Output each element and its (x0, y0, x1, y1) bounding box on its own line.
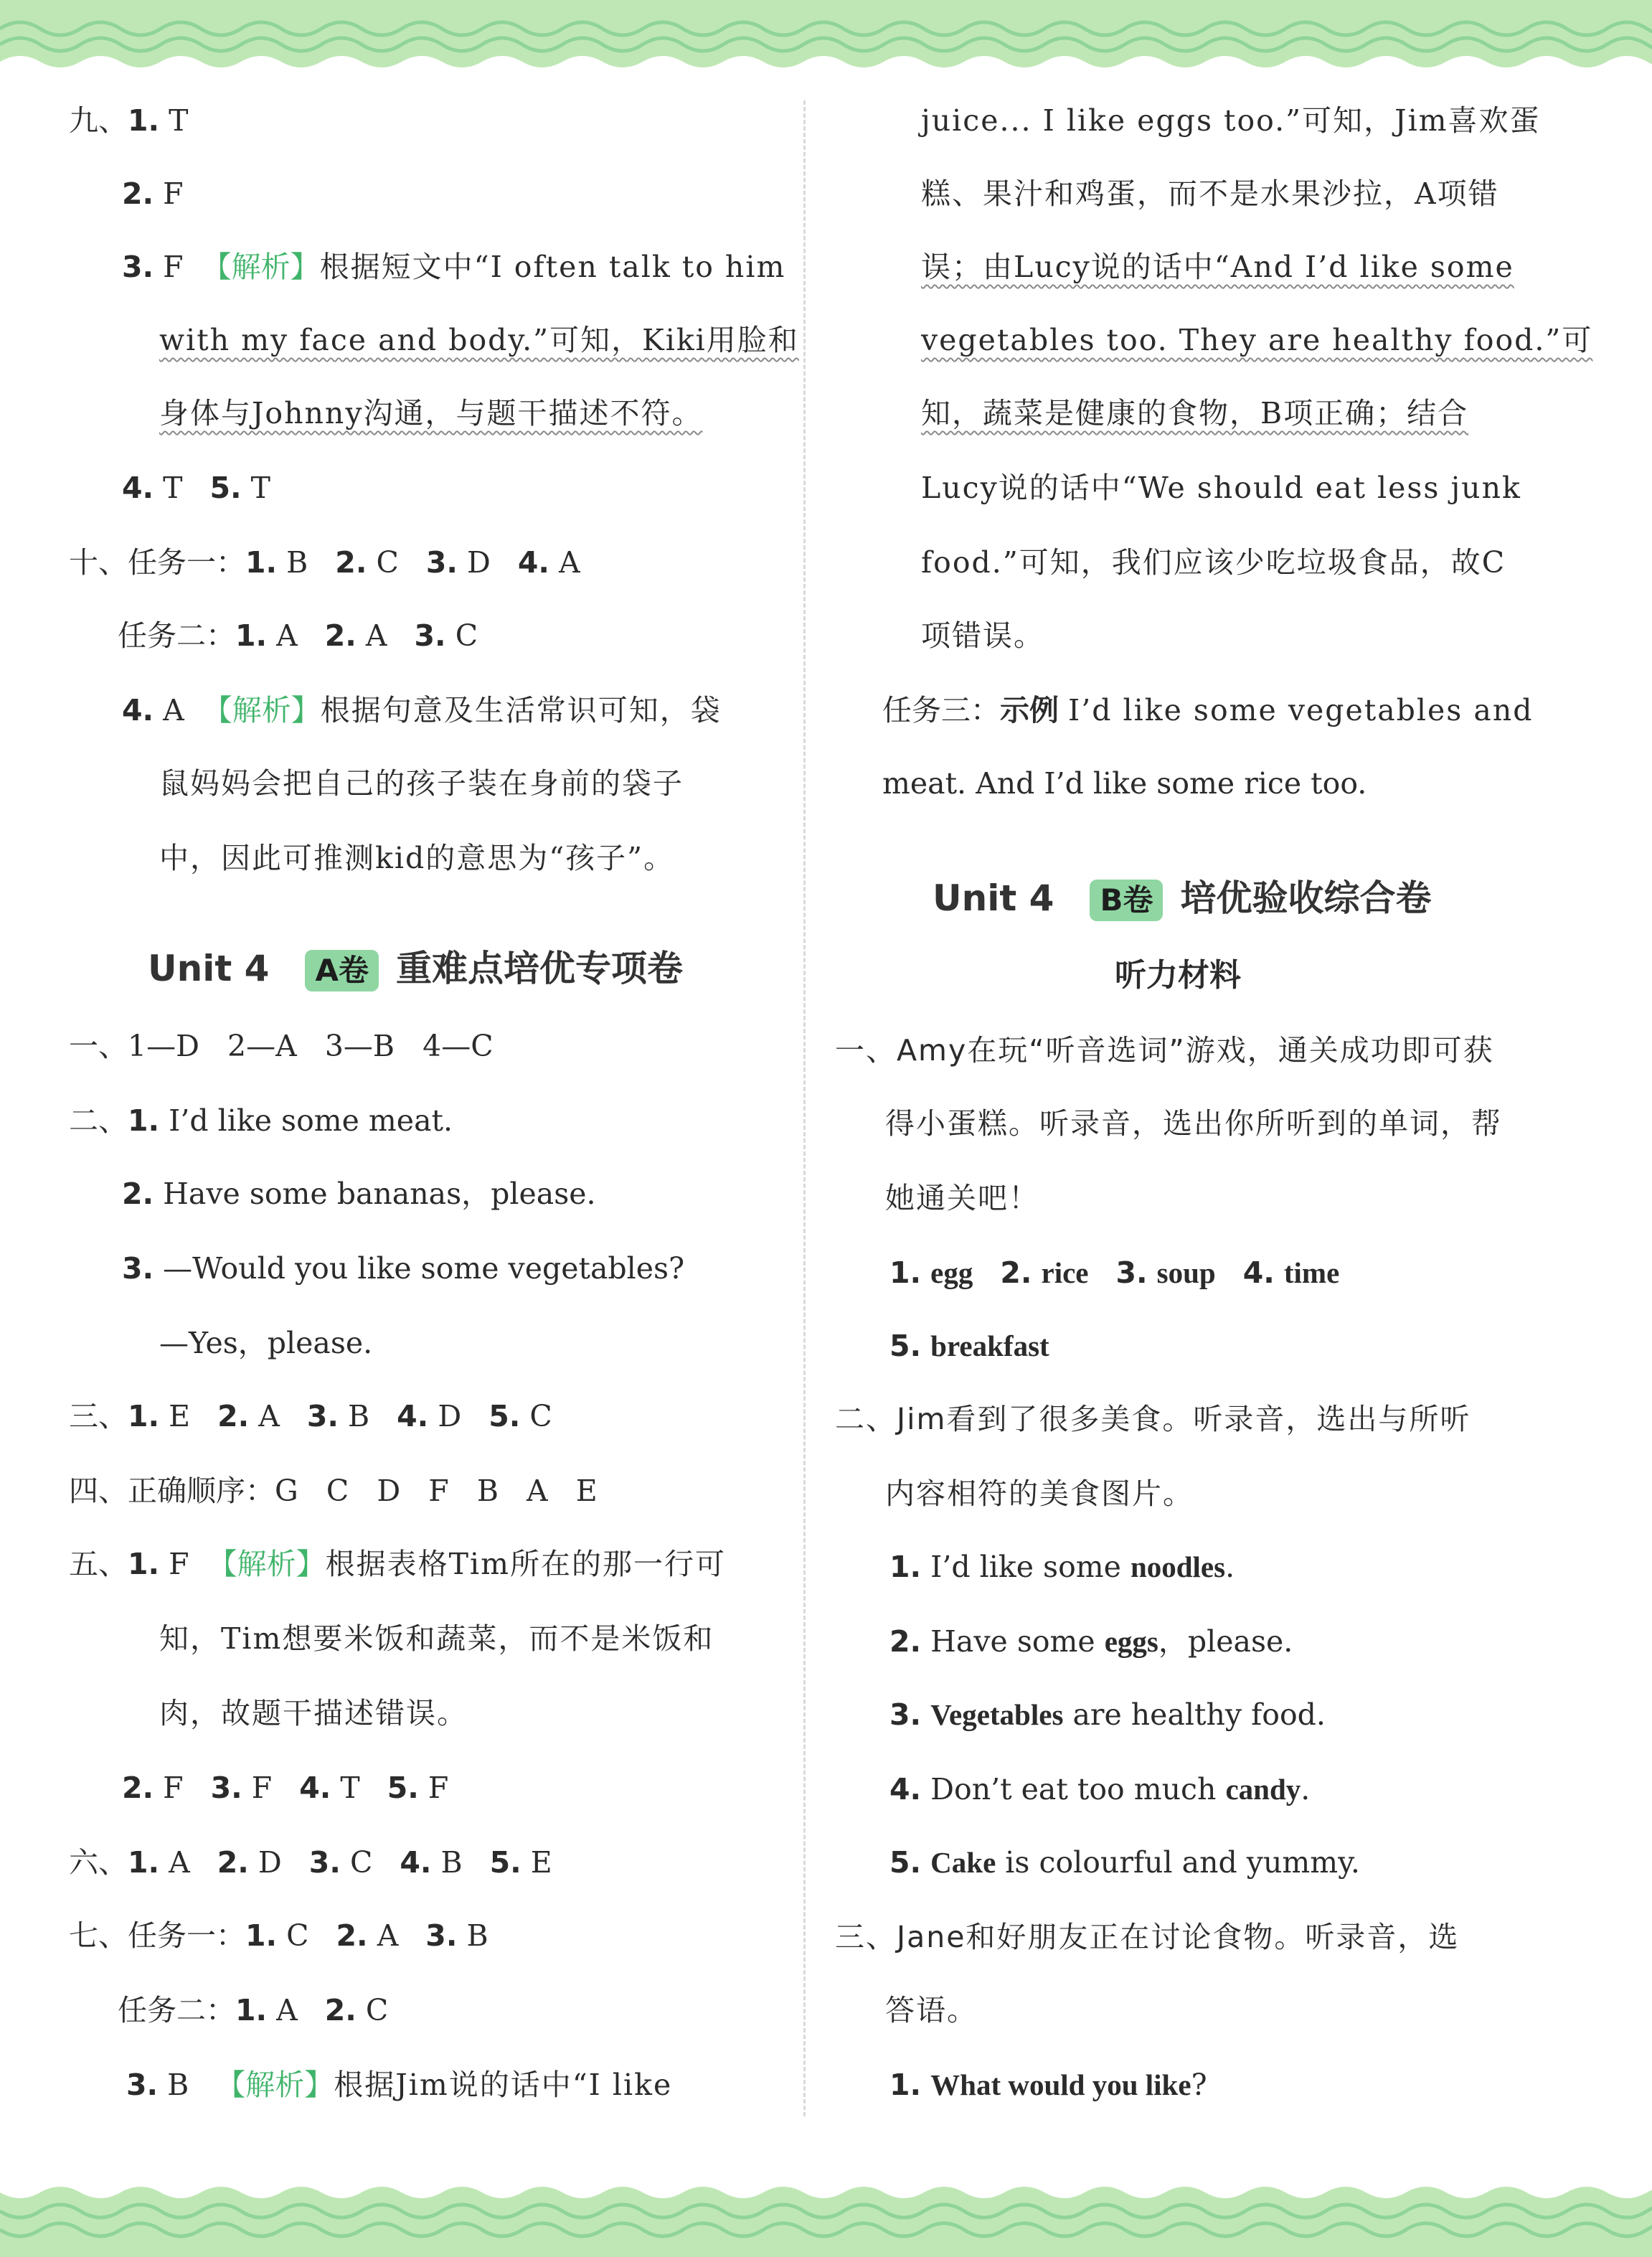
analysis-tag: 【解析】 (202, 250, 320, 284)
s1-answers: 一、1—D 2—A 3—B 4—C (69, 1029, 494, 1063)
q10-explain-line: 鼠妈妈会把自己的孩子装在身前的袋子 (159, 766, 684, 801)
s6-answers: 六、1. A 2. D 3. C 4. B 5. E (69, 1845, 552, 1880)
continued-explain-line: 误；由Lucy说的话中“And I’d like some (921, 250, 1514, 284)
s7-task1: 七、任务一：1. C 2. A 3. B (69, 1918, 488, 1953)
unit-b-heading: Unit 4 B卷 培优验收综合卷 (933, 875, 1431, 921)
analysis-tag: 【解析】 (207, 1547, 326, 1581)
top-wave-pattern (0, 0, 1652, 79)
p1-words: 1. egg 2. rice 3. soup 4. time (889, 1255, 1340, 1290)
bottom-decorative-band (0, 2174, 1652, 2257)
q9-explain-line: with my face and body.”可知，Kiki用脸和 (159, 323, 799, 357)
q10-explain-line: 中，因此可推测kid的意思为“孩子”。 (159, 841, 675, 875)
analysis-tag: 【解析】 (216, 2068, 334, 2102)
s5-explain-line: 知，Tim想要米饭和蔬菜，而不是米饭和 (159, 1621, 714, 1656)
continued-explain-line: 知，蔬菜是健康的食物，B项正确；结合 (921, 396, 1469, 430)
bottom-wave-pattern (0, 2174, 1652, 2257)
s3-answers: 三、1. E 2. A 3. B 4. D 5. C (69, 1399, 552, 1433)
p1-word-5: 5. breakfast (889, 1329, 1049, 1363)
s2-item-2: 2. Have some bananas，please. (122, 1177, 596, 1211)
s5-item-1: 五、1. F 【解析】根据表格Tim所在的那一行可 (69, 1547, 726, 1581)
s7-item-3: 3. B 【解析】根据Jim说的话中“I like (126, 2068, 673, 2102)
s2-item-1: 二、1. I’d like some meat. (69, 1103, 453, 1138)
s2-reply: —Yes，please. (159, 1326, 373, 1360)
p3-instruction: 三、Jane和好朋友正在讨论食物。听录音，选 (835, 1920, 1460, 1954)
q9-item-1: 九、1. T (69, 103, 189, 138)
q10-item-4: 4. A 【解析】根据句意及生活常识可知，袋 (122, 693, 722, 727)
s4-order: 四、正确顺序：G C D F B A E (69, 1474, 598, 1508)
p1-instruction: 得小蛋糕。听录音，选出你所听到的单词，帮 (885, 1106, 1502, 1141)
q9-items-4-5: 4. T 5. T (122, 471, 271, 505)
continued-explain-line: Lucy说的话中“We should eat less junk (921, 471, 1521, 505)
p2-item: 1. I’d like some noodles. (889, 1550, 1235, 1584)
continued-explain-line: food.”可知，我们应该少吃垃圾食品，故C (921, 545, 1506, 580)
task3-line: 任务三：示例 I’d like some vegetables and (882, 693, 1534, 727)
continued-explain-line: 糕、果汁和鸡蛋，而不是水果沙拉，A项错 (921, 176, 1499, 211)
continued-explain-line: 项错误。 (921, 618, 1044, 653)
s5-more: 2. F 3. F 4. T 5. F (122, 1771, 449, 1805)
q9-explain-line: 身体与Johnny沟通，与题干描述不符。 (159, 396, 703, 430)
p3-item-1: 1. What would you like? (889, 2068, 1207, 2102)
p2-item: 2. Have some eggs，please. (889, 1624, 1293, 1659)
task3-line-2: meat. And I’d like some rice too. (882, 766, 1367, 801)
column-divider (803, 100, 806, 2116)
q10-task2: 任务二：1. A 2. A 3. C (118, 618, 478, 653)
p2-instruction: 内容相符的美食图片。 (885, 1476, 1194, 1511)
q9-item-3: 3. F 【解析】根据短文中“I often talk to him (122, 250, 786, 284)
p2-item: 5. Cake is colourful and yummy. (889, 1845, 1360, 1880)
unit-a-heading: Unit 4 A卷 重难点培优专项卷 (148, 946, 683, 991)
p3-instruction: 答语。 (885, 1993, 978, 2027)
continued-explain-line: vegetables too. They are healthy food.”可 (921, 323, 1593, 357)
p1-instruction: 她通关吧！ (885, 1181, 1039, 1215)
unit-b-badge: B卷 (1090, 880, 1163, 921)
s2-item-3: 3. —Would you like some vegetables? (122, 1251, 685, 1286)
q10-task1: 十、任务一：1. B 2. C 3. D 4. A (69, 545, 580, 580)
s7-task2: 任务二：1. A 2. C (118, 1993, 389, 2027)
analysis-tag: 【解析】 (202, 693, 321, 727)
unit-a-badge: A卷 (305, 950, 379, 991)
p1-instruction: 一、Amy在玩“听音选词”游戏，通关成功即可获 (835, 1033, 1494, 1068)
p2-item: 4. Don’t eat too much candy. (889, 1772, 1311, 1806)
p2-item: 3. Vegetables are healthy food. (889, 1697, 1326, 1732)
continued-explain-line: juice... I like eggs too.”可知，Jim喜欢蛋 (921, 103, 1541, 138)
q9-item-2: 2. F (122, 176, 184, 211)
listening-material-title: 听力材料 (1115, 957, 1241, 994)
p2-instruction: 二、Jim看到了很多美食。听录音，选出与所听 (835, 1402, 1471, 1436)
s5-explain-line: 肉，故题干描述错误。 (159, 1696, 468, 1730)
top-decorative-band (0, 0, 1652, 79)
